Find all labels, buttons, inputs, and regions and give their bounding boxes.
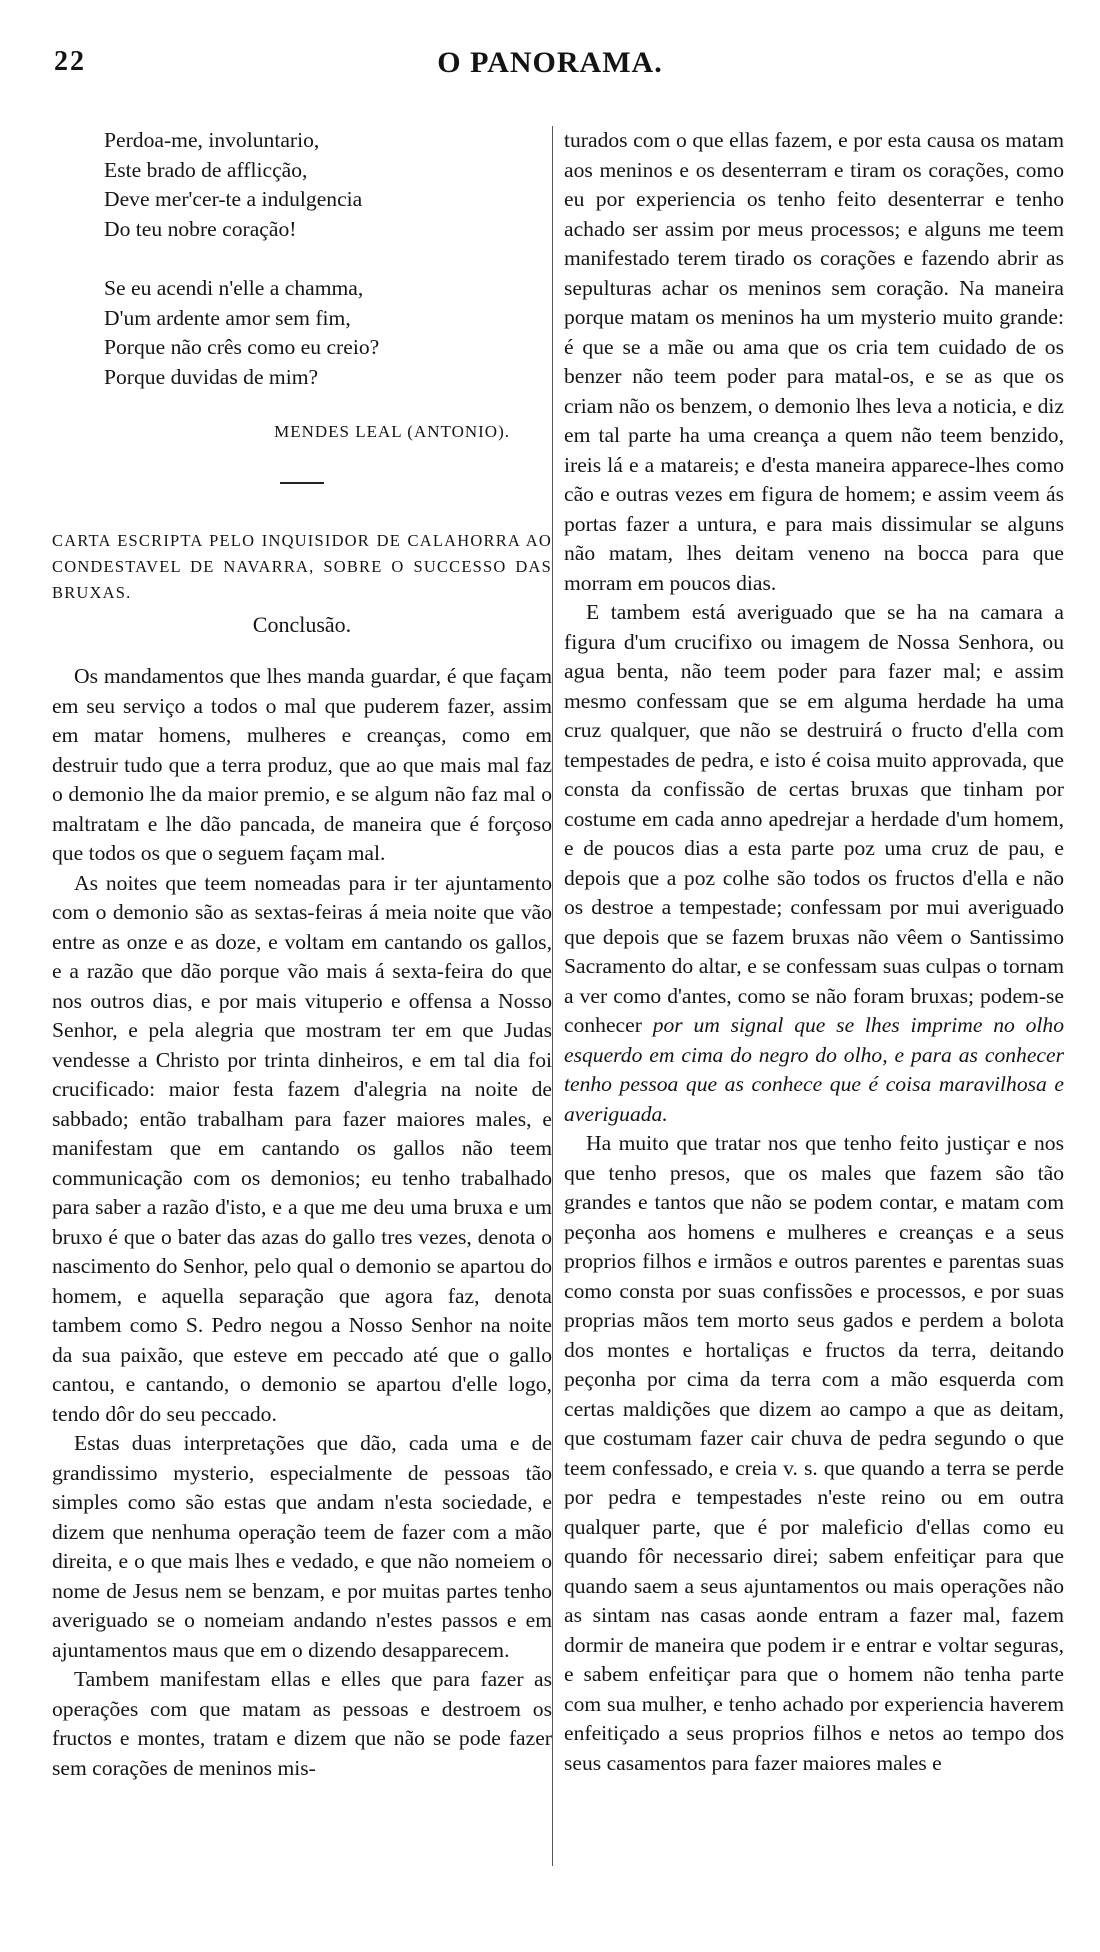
verse-line: Porque não crês como eu creio? [104,335,380,359]
verse-line: Porque duvidas de mim? [104,364,319,389]
body-paragraph: turados com o que ellas fazem, e por esta causa os matam aos meninos e os desenterram e tiram os corações, como eu por experiencia os tenho feito desenterrar e tenho achado ser assim por meus processos; e alguns me teem manifestado terem tirado os corações e fazendo abrir as sepulturas achar os meninos sem coração. Na maneira porque matam os meninos ha um mysterio muito grande: é que se a mãe ou ama que os cria tem cuidado de os benzer não teem poder para matal-os, e se as que os criam não os benzem, o demonio lhes leva a noticia, e diz em tal parte ha uma creança a quem não teem benzido, ireis lá e a matareis; e d'esta maneira apparece-lhes como cão e outras vezes em figura de homem; e assim veem ás portas fazer a untura, e para mais dissimular se alguns não matam, lhes deitam veneno na bocca para que morram em poucos dias. [564,128,1064,595]
body-paragraph: Tambem manifestam ellas e elles que para fazer as operações com que matam as pessoas e destroem os fructos e montes, tratam e dizem que não se pode fazer sem corações de meninos mis- [52,1667,552,1780]
verse-line: Este brado de afflicção, [104,157,308,182]
verse-line: Do teu nobre coração! [104,216,297,241]
left-column [52,126,552,1783]
section-divider [280,482,324,484]
poem [104,126,552,392]
body-paragraph: Ha muito que tratar nos que tenho feito justiçar e nos que tenho presos, que os males que fazem são tão grandes e tantos que não se podem contar, e matam com peçonha aos homens e mulheres e creanças e a seus proprios filhos e irmãos e outros parentes e parentas suas como consta por suas confissões e processos, e por suas proprias mãos tem morto seus gados e perdem a bolota dos montes e hortaliças e fructos da terra, deitando peçonha por cima da terra com a mão esquerda com certas maldições que dizem ao campo a que as deitam, que costumam fazer cair chuva de pedra segundo o que teem confessado, e creia v. s. que quando a terra se perde por pedra e tempestades n'este reino ou em outra qualquer parte, que é por maleficio d'ellas como eu quando fôr necessario direi; sabem enfeitiçar para que quando saem a seus ajuntamentos ou mais operações não as sintam nas casas aonde entram a fazer mal, fazem dormir de maneira que podem ir e entrar e voltar seguras, e sabem enfeitiçar para que o homem não tenha parte com sua mulher, e tenho achado por experiencia haverem enfeitiçado a seus proprios filhos e netos ao tempo dos seus casamentos para fazer maiores males e [564,1131,1064,1775]
verse-line: Deve mer'cer-te a indulgencia [104,187,363,211]
italic-text: por um signal que se lhes imprime no olho esquerdo em cima do negro do olho, e para as conhecer tenho pessoa que as conhece que é coisa maravilhosa e averiguada. [564,1013,1064,1126]
paragraph-text: E tambem está averiguado que se ha na camara a figura d'um crucifixo ou imagem de Nossa Senhora, ou agua benta, não teem poder para fazer mal; e assim mesmo confessam que se em alguma herdade ha uma cruz qualquer, que não se destruirá o fructo d'ella com tempestades de pedra, e isto é coisa muito approvada, que consta da confissão de certas bruxas que tinham por costume em cada anno apedrejar a herdade d'um homem, e de poucos dias a esta parte poz uma cruz de pau, e depois que a poz colhe são todos os fructos d'ella e não os destroe a tempestade; confessam por mui averiguado que depois que se fazem bruxas não vêem o Santissimo Sacramento do altar, e se confessam suas culpas o tornam a ver como d'antes, como se não foram bruxas; podem-se conhecer [564,600,1064,1037]
right-column [564,126,1064,1778]
page-header [0,46,1100,96]
body-paragraph: Os mandamentos que lhes manda guardar, é que façam em seu serviço a todos o mal que puderem fazer, assim em matar homens, mulheres e creanças, como em destruir tudo que a terra produz, que ao que mais mal faz o demonio lhe da maior premio, e se algum não faz mal o maltratam e lhe dão pancada, de maneira que é forçoso que todos os que o seguem façam mal. [52,664,552,865]
poem-signature: MENDES LEAL (ANTONIO). [274,422,510,441]
body-paragraph: As noites que teem nomeadas para ir ter ajuntamento com o demonio são as sextas-feiras á meia noite que vão entre as onze e as doze, e voltam em cantando os gallos, e a razão que dão porque vão mais á sexta-feira do que nos outros dias, e por mais vituperio e offensa a Nosso Senhor, e pela alegria que mostram ter em que Judas vendesse a Christo por trinta dinheiros, e em tal dia foi crucificado: maior festa fazem d'alegria na noite de sabbado; então trabalham para fazer maiores males, e manifestam que em cantando os gallos não teem communicação com os demonios; eu tenho trabalhado para saber a razão d'isto, e a que me deu uma bruxa e um bruxo é que o bater das azas do gallo tres vezes, denota o nascimento do Senhor, pelo qual o demonio se apartou do homem, e aquella separação que agora faz, denota tambem como S. Pedro negou a Nosso Senhor na noite da sua paixão, que esteve em peccado até que o gallo cantou, e cantando, o demonio se apartou d'elle logo, tendo dôr do seu peccado. [52,870,552,1426]
poem-stanza [104,126,552,244]
verse-line: D'um ardente amor sem fim, [104,305,351,330]
page-number: 22 [54,46,86,77]
body-paragraph [564,598,1064,1129]
running-title: O PANORAMA. [437,46,663,79]
verse-line: Perdoa-me, involuntario, [104,128,320,152]
body-paragraph: Estas duas interpretações que dão, cada uma e de grandissimo mysterio, especialmente de pessoas tão simples como são estas que andam n'esta sociedade, e dizem que nenhuma operação teem de fazer com a mão direita, e o que mais lhes e vedado, e que não nomeiem o nome de Jesus nem se benzam, e por muitas partes tenho averiguado se o nomeiam andando n'estes passos e em ajuntamentos maus que em o dizendo desapparecem. [52,1431,552,1662]
article-title: CARTA ESCRIPTA PELO INQUISIDOR DE CALAHORRA AO CONDESTAVEL DE NAVARRA, SOBRE O SUCCESSO DAS BRUXAS. [52,531,552,602]
verse-line: Se eu acendi n'elle a chamma, [104,276,364,300]
column-rule [552,126,553,1866]
article-subtitle: Conclusão. [252,612,352,637]
poem-stanza [104,274,552,392]
